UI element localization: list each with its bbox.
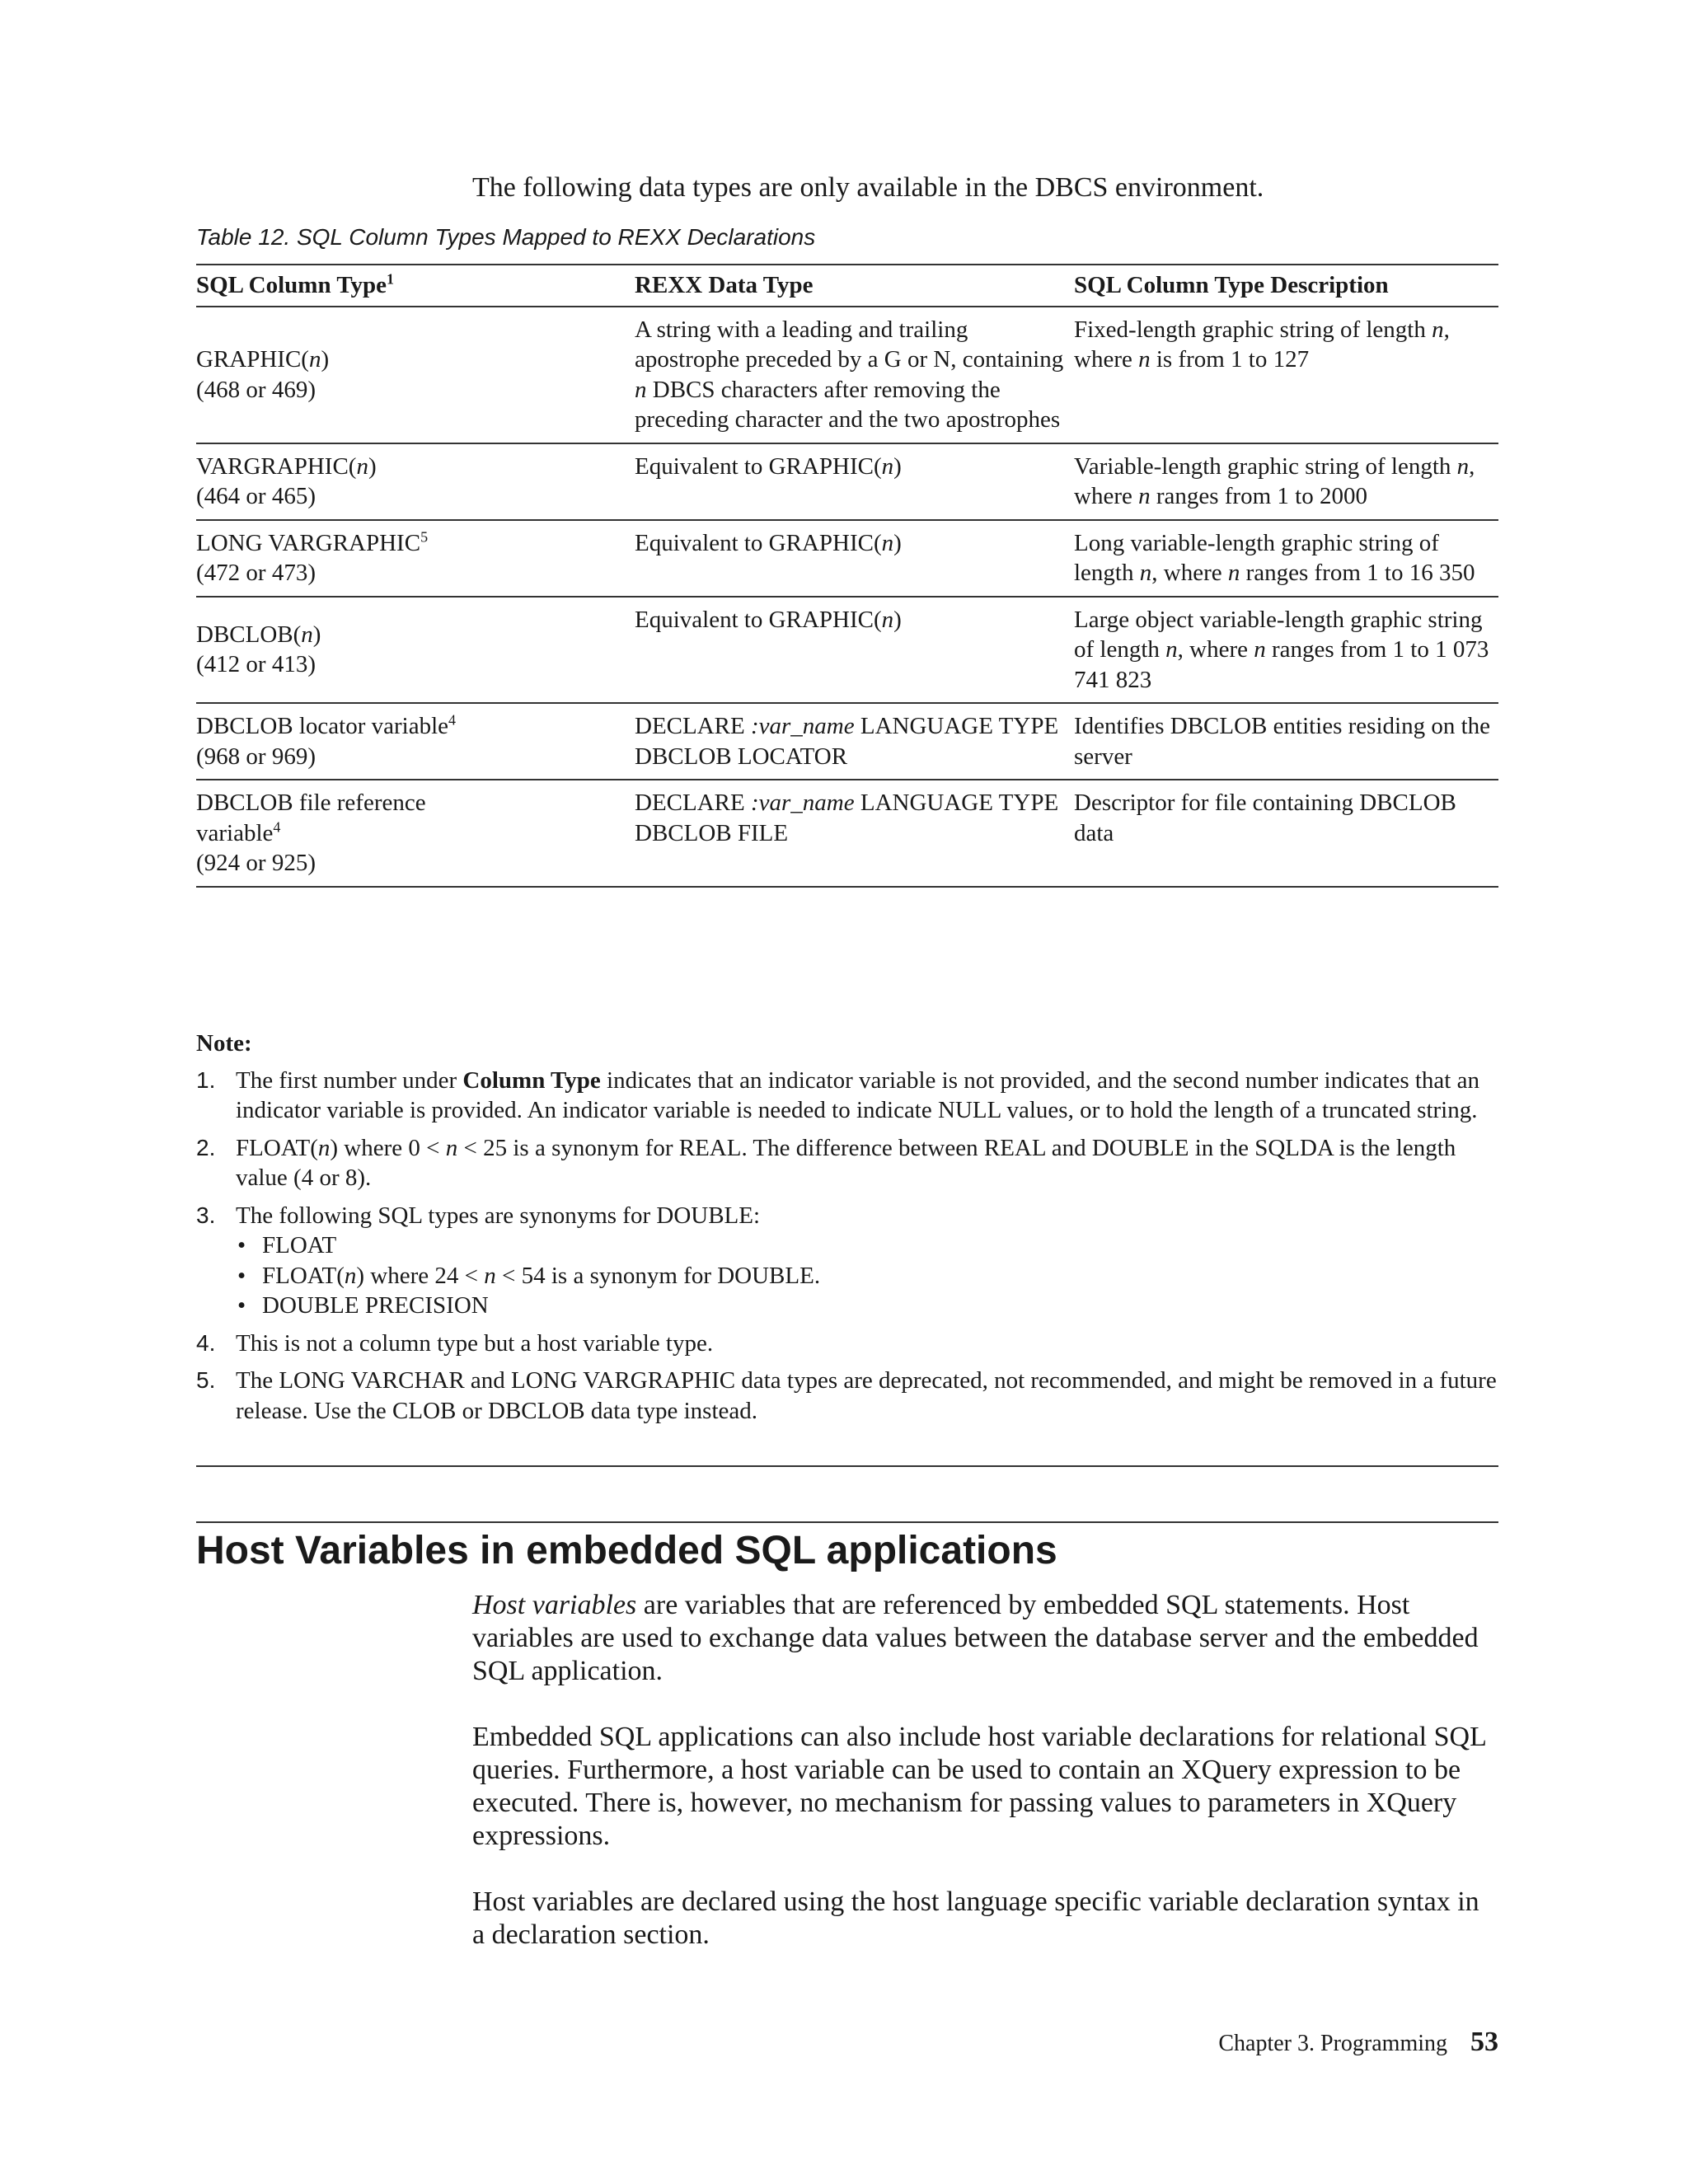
paragraph: Host variables are declared using the host language specific variable declaration syntax in a declaration section. [472, 1886, 1479, 1950]
description-cell: Large object variable-length graphic string of length n, where n ranges from 1 to 1 073 741 823 [1074, 597, 1498, 704]
note-item: 4. This is not a column type but a host variable type. [196, 1329, 714, 1357]
sql-type-cell: GRAPHIC(n) (468 or 469) [196, 307, 635, 443]
page-number: 53 [1470, 2027, 1498, 2057]
table-caption: Table 12. SQL Column Types Mapped to REXX Declarations [196, 224, 816, 250]
description-cell: Long variable-length graphic string of length n, where n ranges from 1 to 16 350 [1074, 520, 1498, 597]
header-sql-column-type: SQL Column Type$^1$ [196, 265, 635, 307]
paragraph: Host variables are variables that are referenced by embedded SQL statements. Host variables are used to exchange data values between the database server and the embedded SQL application. [472, 1590, 1479, 1686]
description-cell: Descriptor for file containing DBCLOB data [1074, 780, 1498, 887]
paragraph: Embedded SQL applications can also include host variable declarations for relational SQL queries. Furthermore, a host variable can be used to contain an XQuery expression to be executed. There is, however, no mechanism for passing values to parameters in XQuery expressions. [472, 1722, 1486, 1851]
rexx-type-cell: Equivalent to GRAPHIC(n) [635, 520, 1074, 597]
rexx-type-cell: Equivalent to GRAPHIC(n) [635, 597, 1074, 704]
bullet-item: • FLOAT(n) where 24 < n < 54 is a synonym for DOUBLE. [236, 1261, 1498, 1291]
table-row [196, 597, 1498, 704]
note-item: 1. The first number under Column Type indicates that an indicator variable is not provided, and the second number indicates that an indicator variable is provided. An indicator variable is needed to indicate NULL values, or to hold the length of a truncated string. [196, 1066, 1479, 1123]
sql-type-cell: DBCLOB file reference variable$^4$ (924 or 925) [196, 780, 635, 887]
header-description: SQL Column Type Description [1074, 265, 1498, 307]
sql-type-cell: LONG VARGRAPHIC$^5$ (472 or 473) [196, 520, 635, 597]
bullet-item: • FLOAT [236, 1230, 1498, 1261]
table-row [196, 780, 1498, 887]
footnote-ref: 1 [387, 270, 395, 288]
description-cell: Identifies DBCLOB entities residing on the server [1074, 703, 1498, 780]
intro-text: The following data types are only available in the DBCS environment. [472, 172, 1264, 203]
note-item: 2. FLOAT(n) where 0 < n < 25 is a synonym for REAL. The difference between REAL and DOUBLE in the SQLDA is the length value (4 or 8). [196, 1134, 1456, 1191]
notes-label: Note: [196, 1030, 252, 1057]
table-header-row [196, 265, 1498, 307]
rexx-type-cell: DECLARE :var_name LANGUAGE TYPE DBCLOB LOCATOR [635, 703, 1074, 780]
description-cell: Variable-length graphic string of length n, where n ranges from 1 to 2000 [1074, 443, 1498, 520]
rexx-type-cell: A string with a leading and trailing apostrophe preceded by a G or N, containing n DBCS characters after removing the preceding character and the two apostrophes [635, 307, 1074, 443]
section-divider [196, 1521, 1498, 1523]
note-item: 3. The following SQL types are synonyms for DOUBLE: • FLOAT • FLOAT(n) where 24 < n < 54 is a synonym for DOUBLE. • DOUBLE PRECISION [196, 1201, 1498, 1321]
notes-divider [196, 1465, 1498, 1467]
rexx-type-cell: DECLARE :var_name LANGUAGE TYPE DBCLOB FILE [635, 780, 1074, 887]
note-item: 5. The LONG VARCHAR and LONG VARGRAPHIC data types are deprecated, not recommended, and might be removed in a future release. Use the CLOB or DBCLOB data type instead. [196, 1367, 1497, 1424]
section-heading: Host Variables in embedded SQL applications [196, 1529, 1057, 1572]
page-footer [1218, 2027, 1498, 2059]
bullet-item: • DOUBLE PRECISION [236, 1291, 1498, 1321]
table-row [196, 703, 1498, 780]
section-body [472, 1589, 1498, 1985]
chapter-label: Chapter 3. Programming [1218, 2031, 1447, 2056]
header-rexx-data-type: REXX Data Type [635, 265, 1074, 307]
table-notes [196, 1029, 1498, 1433]
table-row [196, 443, 1498, 520]
rexx-type-cell: Equivalent to GRAPHIC(n) [635, 443, 1074, 520]
sql-type-cell: DBCLOB locator variable$^4$ (968 or 969) [196, 703, 635, 780]
table-row [196, 520, 1498, 597]
sql-type-cell: DBCLOB(n) (412 or 413) [196, 597, 635, 704]
table-row [196, 307, 1498, 443]
sql-type-cell: VARGRAPHIC(n) (464 or 465) [196, 443, 635, 520]
sql-rexx-table [196, 264, 1498, 888]
description-cell: Fixed-length graphic string of length n, where n is from 1 to 127 [1074, 307, 1498, 443]
